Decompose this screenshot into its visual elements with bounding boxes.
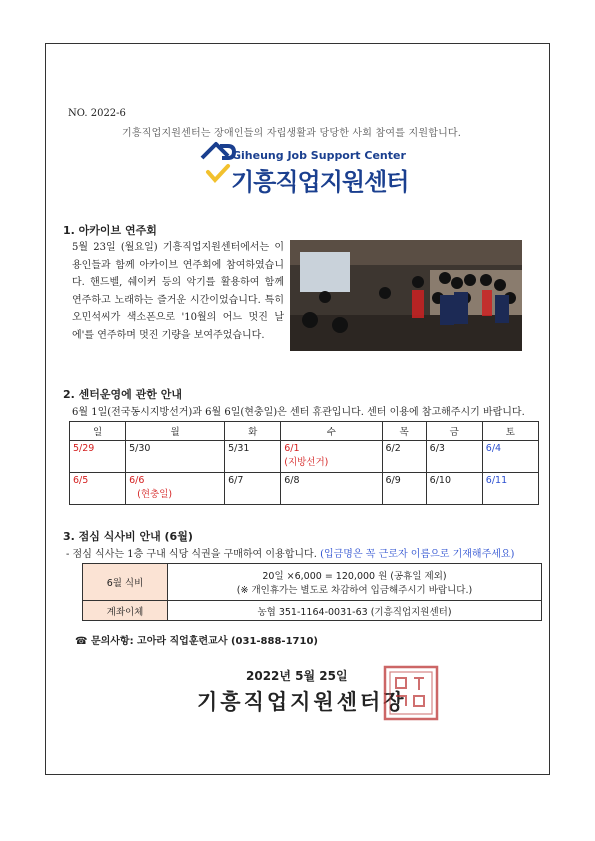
calendar-cell: 6/8 <box>281 473 382 505</box>
calendar-cell: 6/10 <box>426 473 482 505</box>
official-seal-icon <box>382 664 440 722</box>
deposit-name-note: (입금명은 꼭 근로자 이름으로 기재해주세요) <box>320 549 515 560</box>
cell-holiday-note: (현충일) <box>137 489 173 500</box>
calendar-week-row <box>70 441 539 473</box>
calendar-cell: 6/3 <box>426 441 482 473</box>
calendar-cell-memorial <box>126 473 225 505</box>
contact-info: ☎ 문의사항: 고아라 직업훈련교사 (031-888-1710) <box>75 636 318 647</box>
meal-fee-row <box>83 564 542 601</box>
issue-date: 2022년 5월 25일 <box>246 669 348 683</box>
day-header: 일 <box>70 422 126 441</box>
calendar-cell-election <box>281 441 382 473</box>
calendar-header-row <box>70 422 539 441</box>
section1-title: 1. 아카이브 연주회 <box>63 224 157 237</box>
calendar-cell: 6/11 <box>482 473 538 505</box>
section3-title: 3. 점심 식사비 안내 (6월) <box>63 530 193 543</box>
day-header: 금 <box>426 422 482 441</box>
meal-fee-table <box>82 563 542 621</box>
logo-korean-text: 기흥직업지원센터 <box>231 168 409 196</box>
meal-fee-value <box>168 564 542 601</box>
account-row <box>83 601 542 621</box>
calendar-cell: 6/2 <box>382 441 426 473</box>
cell-holiday-note: (지방선거) <box>284 457 329 468</box>
calendar-cell: 6/7 <box>225 473 281 505</box>
cell-date: 6/1 <box>284 443 300 454</box>
meal-fee-calc: 20일 ×6,000 = 120,000 원 (공휴일 제외) <box>262 571 447 582</box>
center-logo <box>198 140 418 196</box>
day-header: 수 <box>281 422 382 441</box>
tagline: 기흥직업지원센터는 장애인들의 자립생활과 당당한 사회 참여를 지원합니다. <box>122 128 462 139</box>
calendar-week-row <box>70 473 539 505</box>
calendar-cell: 5/31 <box>225 441 281 473</box>
calendar-cell: 5/30 <box>126 441 225 473</box>
day-header: 목 <box>382 422 426 441</box>
doc-number: NO. 2022-6 <box>68 108 126 119</box>
calendar-cell: 6/5 <box>70 473 126 505</box>
meal-fee-note: (※ 개인휴가는 별도로 차감하여 입금해주시기 바랍니다.) <box>236 585 473 596</box>
calendar-table <box>69 421 539 505</box>
meal-description-text: - 점심 식사는 1층 구내 식당 식권을 구매하여 이용합니다. <box>66 549 317 560</box>
calendar-cell: 5/29 <box>70 441 126 473</box>
account-label: 계좌이체 <box>83 601 168 621</box>
day-header: 화 <box>225 422 281 441</box>
meal-description <box>66 545 514 560</box>
section1-text: 5월 23일 (월요일) 기흥직업지원센터에서는 이용인들과 함께 아카이브 연주회에 참여하였습니다. 핸드벨, 쉐이커 등의 악기를 활용하여 함께 연주하고 노래하는 즐거운 시간이었습니다. 특히 오민석씨가 색소폰으로 '10월의 어느 멋진 날에'를 연주하며 멋진 기량을 보여주었습니다. <box>72 242 284 341</box>
closure-notice: 6월 1일(전국동시지방선거)과 6월 6일(현충일)은 센터 휴관입니다. 센터 이용에 참고해주시기 바랍니다. <box>72 407 525 418</box>
concert-photo <box>290 240 522 351</box>
calendar-cell: 6/4 <box>482 441 538 473</box>
section2-title: 2. 센터운영에 관한 안내 <box>63 388 182 401</box>
day-header: 토 <box>482 422 538 441</box>
logo-english-text: Giheung Job Support Center <box>232 149 406 162</box>
issuer-name: 기흥직업지원센터장 <box>197 690 407 714</box>
day-header: 월 <box>126 422 225 441</box>
meal-fee-label: 6월 식비 <box>83 564 168 601</box>
account-value: 농협 351-1164-0031-63 (기흥직업지원센터) <box>168 601 542 621</box>
calendar-cell: 6/9 <box>382 473 426 505</box>
cell-date: 6/6 <box>129 475 145 486</box>
